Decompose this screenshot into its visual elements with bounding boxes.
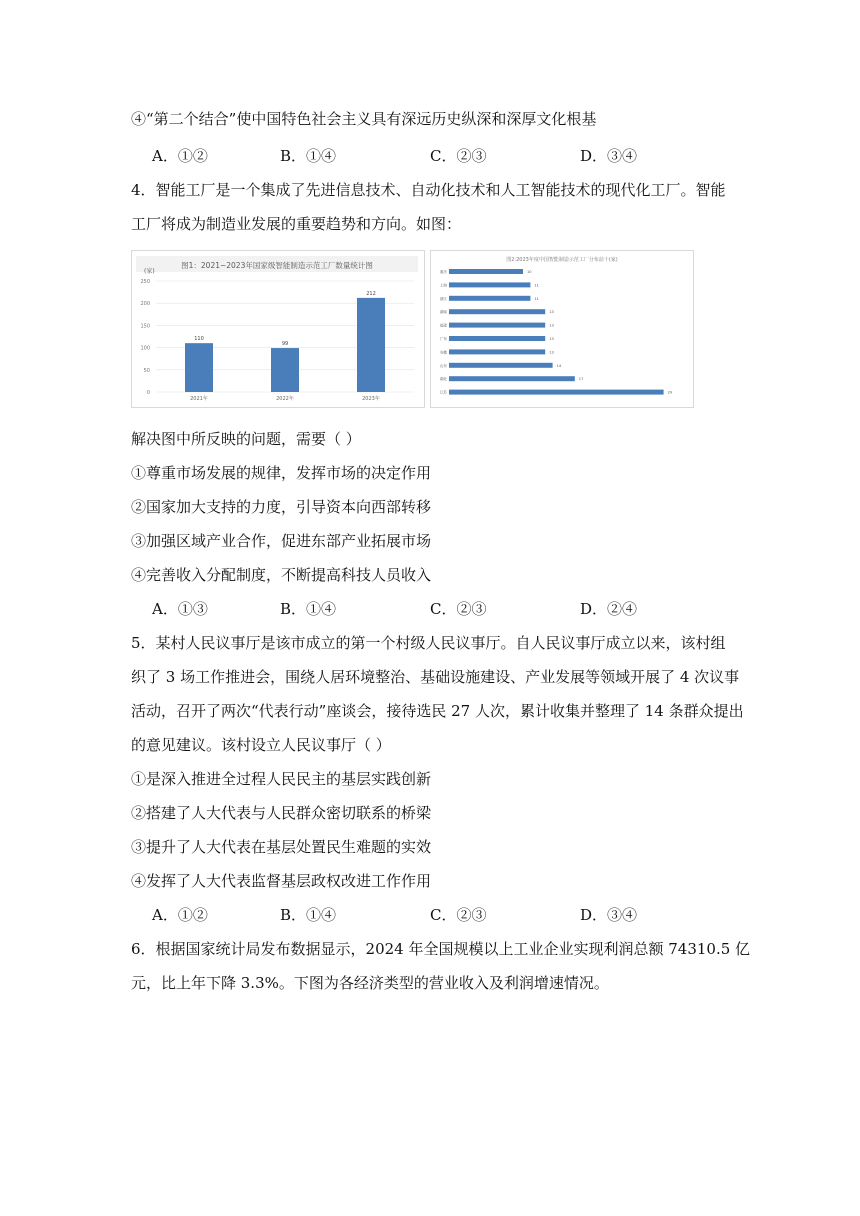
chart-2-category-label: 上海 [439, 283, 447, 288]
chart-1-data-label: 212 [366, 290, 376, 297]
chart-2-data-label: 29 [667, 390, 673, 395]
chart-2-bar [449, 376, 575, 381]
chart-2-data-label: 13 [549, 337, 554, 341]
chart-2-data-label: 17 [578, 377, 584, 382]
q3-item-4: ④“第二个结合”使中国特色社会主义具有深远历史纵深和深厚文化根基 [131, 110, 597, 128]
q3-option-a: A．①② [152, 147, 208, 165]
q5-item-1: ①是深入推进全过程人民民主的基层实践创新 [131, 770, 432, 788]
chart-2-bar [449, 269, 523, 274]
chart-2-bar [449, 336, 545, 341]
q5-stem-line-3: 活动，召开了两次“代表行动”座谈会，接待选民 27 人次，累计收集并整理了 14 条群众提出 [131, 702, 744, 720]
q5-stem-line-1: 5．某村人民议事厅是该市成立的第一个村级人民议事厅。自人民议事厅成立以来，该村组 [131, 634, 726, 652]
chart-2-data-label: 14 [556, 363, 562, 368]
chart-2-category-label: 江苏 [439, 390, 447, 395]
chart-2-data-label: 13 [549, 350, 554, 355]
q6-stem-line-1: 6．根据国家统计局发布数据显示，2024 年全国规模以上工业企业实现利润总额 74310.5 亿 [131, 940, 751, 958]
q3-option-d: D．③④ [580, 147, 638, 165]
chart-1-xtick-label: 2021年 [190, 396, 208, 402]
chart-1-data-label: 99 [281, 341, 289, 348]
chart-1-data-label: 110 [194, 336, 204, 343]
q4-prompt: 解决图中所反映的问题，需要（ ） [131, 430, 361, 448]
q4-option-a: A．①③ [152, 600, 208, 618]
figure-2-hbar-chart [430, 250, 694, 408]
q4-option-b: B．①④ [280, 600, 337, 618]
q3-option-b: B．①④ [280, 147, 337, 165]
chart-1-xtick-label: 2022年 [276, 396, 294, 402]
q4-stem-line-1: 4．智能工厂是一个集成了先进信息技术、自动化技术和人工智能技术的现代化工厂。智能 [131, 181, 726, 199]
chart-2-bar [449, 282, 530, 287]
chart-2-data-label: 13 [549, 310, 554, 315]
q5-stem-line-2: 织了 3 场工作推进会，围绕人居环境整治、基础设施建设、产业发展等领域开展了 4 次议事 [131, 668, 740, 686]
q4-stem-line-2: 工厂将成为制造业发展的重要趋势和方向。如图： [131, 215, 462, 233]
q6-stem-line-2: 元，比上年下降 3.3%。下图为各经济类型的营业收入及利润增速情况。 [131, 974, 609, 992]
figure-1-bar-chart [131, 250, 425, 408]
chart-1-bar [357, 298, 385, 392]
chart-1-ytick-label: 200 [140, 301, 150, 308]
chart-1-ytick-label: 50 [143, 367, 150, 374]
chart-1-title: 图1：2021~2023年国家级智能制造示范工厂数量统计图 [181, 261, 373, 270]
chart-1-ytick-label: 150 [140, 323, 150, 330]
chart-2-category-label: 安徽 [439, 350, 447, 355]
chart-2-category-label: 广东 [439, 337, 447, 341]
q5-option-d: D．③④ [580, 906, 638, 924]
chart-2-category-label: 湖北 [439, 377, 447, 382]
q4-option-c: C．②③ [430, 600, 487, 618]
chart-2-bar [449, 323, 545, 328]
chart-1-xtick-label: 2023年 [362, 396, 380, 402]
chart-1-ytick-label: 100 [140, 345, 150, 352]
chart-2-category-label: 浙江 [439, 296, 447, 301]
chart-2-svg [431, 251, 693, 407]
chart-1-ytick-label: 0 [146, 390, 150, 396]
chart-2-title: 图2:2023年度中国智能制造示范工厂分布前十(家) [506, 257, 618, 263]
q5-item-3: ③提升了人大代表在基层处置民生难题的实效 [131, 838, 432, 856]
q4-option-d: D．②④ [580, 600, 638, 618]
q3-option-c: C．②③ [430, 147, 487, 165]
chart-1-svg [132, 251, 424, 407]
chart-2-data-label: 10 [527, 270, 532, 274]
chart-2-category-label: 福建 [439, 323, 447, 328]
q4-item-1: ①尊重市场发展的规律，发挥市场的决定作用 [131, 464, 432, 482]
q5-option-a: A．①② [152, 906, 208, 924]
q4-item-3: ③加强区域产业合作，促进东部产业拓展市场 [131, 532, 432, 550]
chart-2-bar [449, 390, 664, 395]
q5-option-c: C．②③ [430, 906, 487, 924]
chart-1-bar [185, 343, 213, 392]
q4-item-4: ④完善收入分配制度，不断提高科技人员收入 [131, 566, 432, 584]
chart-2-category-label: 重庆 [439, 270, 447, 274]
chart-2-data-label: 11 [534, 296, 539, 301]
q5-item-2: ②搭建了人大代表与人民群众密切联系的桥梁 [131, 804, 432, 822]
q5-option-b: B．①④ [280, 906, 337, 924]
chart-2-category-label: 山东 [439, 363, 447, 368]
chart-2-data-label: 13 [549, 323, 554, 328]
chart-1-ylabel: (家) [144, 268, 155, 275]
chart-2-bar [449, 296, 530, 301]
chart-2-bar [449, 349, 545, 354]
chart-1-ytick-label: 250 [140, 279, 150, 285]
q5-stem-line-4: 的意见建议。该村设立人民议事厅（ ） [131, 736, 391, 754]
chart-2-bar [449, 309, 545, 314]
chart-2-data-label: 11 [534, 283, 539, 288]
chart-1-bar [271, 348, 299, 392]
chart-2-bar [449, 363, 553, 368]
q4-item-2: ②国家加大支持的力度，引导资本向西部转移 [131, 498, 432, 516]
q5-item-4: ④发挥了人大代表监督基层政权改进工作作用 [131, 872, 432, 890]
chart-2-category-label: 湖南 [439, 310, 447, 315]
